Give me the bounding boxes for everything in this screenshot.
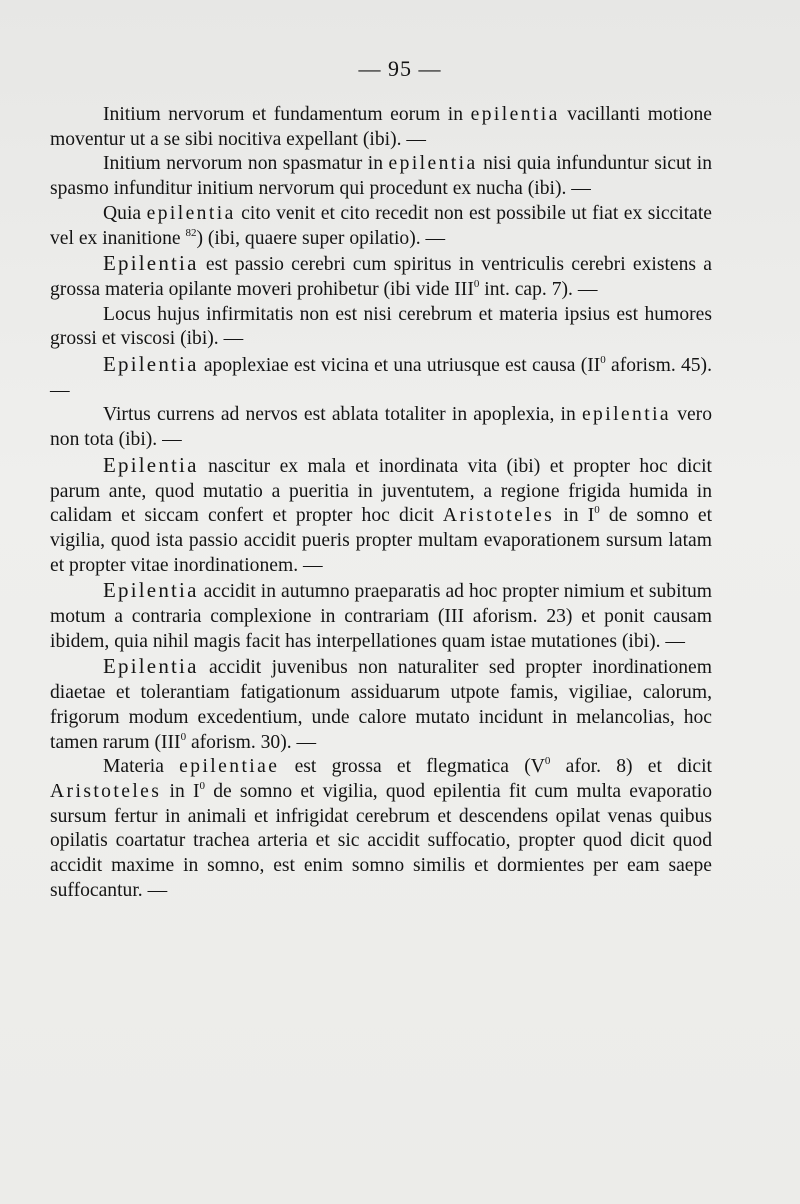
superscript: 0 <box>473 277 480 290</box>
text-run: afor. 8) et dicit <box>550 756 712 778</box>
text-run: cito venit et cito recedit non est possibile ut fiat ex siccitate vel ex inanitione <box>50 202 712 249</box>
superscript: 0 <box>594 504 600 517</box>
spaced-term: Epilentia <box>103 352 199 377</box>
text-run: nisi quia infunduntur sicut in spasmo infunditur initium nervorum qui procedunt ex nucha (ibi). — <box>50 153 712 200</box>
superscript: 0 <box>180 730 187 743</box>
text-run: est grossa et flegmatica (V <box>279 756 545 778</box>
text-run: de somno et vigilia, quod epilentia fit cum multa evaporatio sursum fertur in animali et infrigidat cerebrum et descendens opilat venas quibus opilatis coartatur trachea arteria et sic accidit suffocatio, propter quod dicit quod accidit maxime in somno, est enim somno similis et dormientes per eam saepe suffocantur. — <box>50 780 713 901</box>
paragraph <box>50 202 712 251</box>
spaced-term: Aristoteles <box>50 780 162 802</box>
paragraph <box>50 453 712 579</box>
spaced-term: epilentia <box>146 202 236 224</box>
text-run: Initium nervorum et fundamentum eorum in <box>103 104 471 125</box>
spaced-term: Epilentia <box>103 251 199 276</box>
spaced-term: Epilentia <box>103 578 199 603</box>
text-run: Virtus currens ad nervos est ablata totaliter in apoplexia, in <box>103 404 582 426</box>
spaced-term: epilentia <box>470 104 560 125</box>
text-run: Locus hujus infirmitatis non est nisi cerebrum et materia ipsius est humores grossi et viscosi (ibi). — <box>50 303 712 350</box>
text-run: Initium nervorum non spasmatur in <box>103 153 389 175</box>
text-run: Materia <box>103 756 180 778</box>
text-run: apoplexiae est vicina et una utriusque est causa (II <box>198 355 601 377</box>
paragraph <box>50 578 712 654</box>
paragraph <box>50 103 712 152</box>
spaced-term: Aristoteles <box>442 505 555 527</box>
page-number: — 95 — <box>358 56 442 81</box>
text-run: nascitur ex mala et inordinata vita (ibi) et propter hoc dicit parum ante, quod mutatio a pueritia in juventutem, a regione frigida humida in calidam et siccam confert et propter hoc dicit <box>50 455 712 527</box>
spaced-term: Epilentia <box>103 654 199 679</box>
paragraph <box>50 403 712 452</box>
spaced-term: epilentia <box>388 153 478 175</box>
paragraph <box>50 755 712 903</box>
text-run: de somno et vigilia, quod ista passio accidit pueris propter multam evaporationem sursum latam et propter vitae inordinationem. — <box>50 505 713 576</box>
text-run: aforism. 30). — <box>186 731 317 753</box>
superscript: 0 <box>544 755 551 768</box>
spaced-term: Epilentia <box>103 452 199 477</box>
paragraph <box>50 251 712 302</box>
text-run: ) (ibi, quaere super opilatio). — <box>196 227 446 249</box>
paragraph <box>50 654 712 755</box>
text-run: in I <box>161 780 200 802</box>
spaced-term: epilentia <box>581 404 672 426</box>
paragraph <box>50 152 712 201</box>
paragraph <box>50 303 712 352</box>
text-run: int. cap. 7). — <box>479 278 598 300</box>
text-run: accidit in autumno praeparatis ad hoc propter nimium et subitum motum a contraria complexione in contrariam (III aforism. 23) et ponit causam ibidem, quia nihil magis facit has interpellationes quam istae mutationes (ibi). — <box>50 581 712 652</box>
spaced-term: epilentiae <box>179 756 280 778</box>
superscript: 0 <box>199 779 205 792</box>
paragraph <box>50 352 712 403</box>
superscript: 0 <box>600 354 606 367</box>
text-run: vero non tota (ibi). — <box>50 404 713 451</box>
body-text <box>50 103 712 904</box>
text-run: accidit juvenibus non naturaliter sed propter inordinationem diaetae et tolerantiam fatigationum assiduarum utpote famis, vigiliae, calorum, frigorum modum excedentium, unde calore mutato incidunt in melancolias, hoc tamen rarum (III <box>50 657 712 753</box>
text-run: est passio cerebri cum spiritus in ventriculis cerebri existens a grossa materia opilante moveri prohibetur (ibi vide III <box>50 254 712 300</box>
superscript: 82 <box>185 226 197 239</box>
text-run: Quia <box>103 202 147 224</box>
text-run: vacillanti motione moventur ut a se sibi nocitiva expellant (ibi). — <box>50 104 712 150</box>
text-run: aforism. 45). — <box>50 355 712 401</box>
text-run: in I <box>554 505 595 527</box>
